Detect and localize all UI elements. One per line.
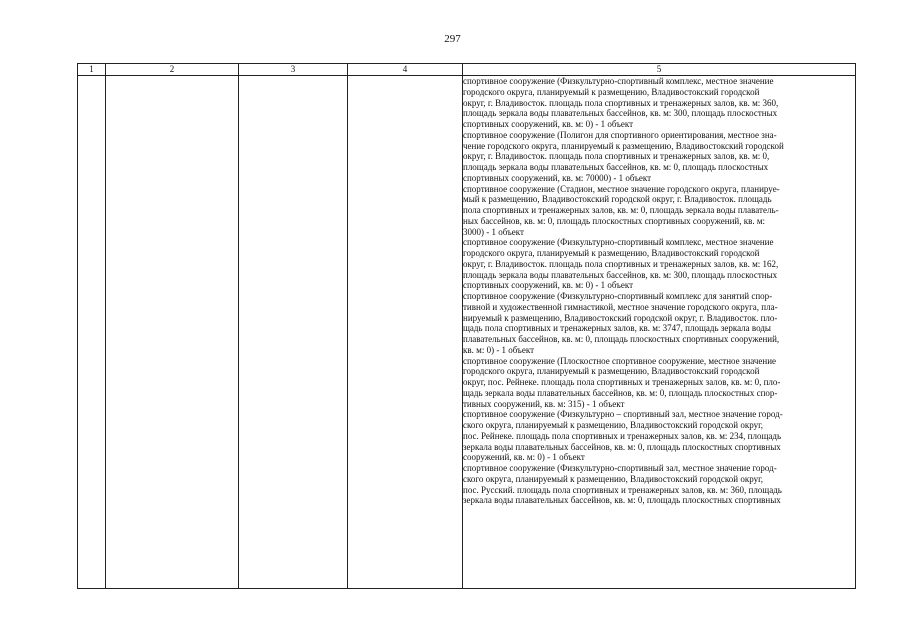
- header-cell-5: 5: [463, 64, 856, 76]
- header-cell-4: 4: [348, 64, 463, 76]
- header-cell-2: 2: [106, 64, 239, 76]
- document-table: [77, 63, 856, 589]
- table-row: [78, 76, 856, 589]
- page-number: 297: [444, 33, 461, 45]
- header-cell-3: 3: [239, 64, 348, 76]
- cell-col-4: [348, 76, 463, 589]
- entry-sports-hall-reineke: спортивное сооружение (Физкультурно – спортивный зал, местное значение город- ского округа, планируемый к размещению, Владивостокский городской округ, пос. Рейнеке. площадь пола спортивных и тренажерных залов, кв. м: 234, площадь зеркала воды плавательных бассейнов, кв. м: 0, площадь плоскостных спортивных сооружений, кв. м: 0) - 1 объект: [463, 409, 783, 463]
- entry-sports-complex-vladivostok-360: спортивное сооружение (Физкультурно-спортивный комплекс, местное значение городского округа, планируемый к размещению, Владивостокский городской округ, г. Владивосток. площадь пола спортивных и тренажерных залов, кв. м: 360, площадь зеркала воды плавательных бассейнов, кв. м: 300, площадь плоскостных спортивных сооружений, кв. м: 0) - 1 объект: [463, 76, 779, 129]
- cell-col-1: [78, 76, 106, 589]
- header-cell-1: 1: [78, 64, 106, 76]
- entry-orienteering-ground: спортивное сооружение (Полигон для спортивного ориентирования, местное зна- чение городского округа, планируемый к размещению, Владивостокский городской округ, г. Владивосток. площадь пола спортивных и тренажерных залов, кв. м: 0, площадь зеркала воды плавательных бассейнов, кв. м: 0, площадь плоскостных спортивных сооружений, кв. м: 70000) - 1 объект: [463, 129, 784, 183]
- cell-col-2: [106, 76, 239, 589]
- entry-stadium: спортивное сооружение (Стадион, местное значение городского округа, планируе- мый к размещению, Владивостокский городской округ, г. Владивосток. площадь пола спортивных и тренажерных залов, кв. м: 0, площадь зеркала воды плаватель- ных бассейнов, кв. м: 0, площадь плоскостных спортивных сооружений, кв. м: 3000) - 1 объект: [463, 183, 780, 237]
- cell-col-3: [239, 76, 348, 589]
- entry-sports-complex-vladivostok-162: спортивное сооружение (Физкультурно-спортивный комплекс, местное значение городского округа, планируемый к размещению, Владивостокский городской округ, г. Владивосток. площадь пола спортивных и тренажерных залов, кв. м: 162, площадь зеркала воды плавательных бассейнов, кв. м: 300, площадь плоскостных спортивных сооружений, кв. м: 0) - 1 объект: [463, 237, 779, 291]
- entry-gymnastics-complex: спортивное сооружение (Физкультурно-спортивный комплекс для занятий спор- тивной и художественной гимнастикой, местное значение городского округа, пла- нируемый к размещению, Владивостокский городской округ, г. Владивосток. пло- щадь пола спортивных и тренажерных залов, кв. м: 3747, площадь зеркала воды плавательных бассейнов, кв. м: 0, площадь плоскостных спортивных сооружений, кв. м: 0) - 1 объект: [463, 291, 780, 355]
- cell-col-5: [463, 76, 856, 589]
- table-header-row: [78, 64, 856, 76]
- entry-sports-hall-russky: спортивное сооружение (Физкультурно-спортивный зал, местное значение город- ского округа, планируемый к размещению, Владивостокский городской округ, пос. Русский. площадь пола спортивных и тренажерных залов, кв. м: 360, площадь зеркала воды плавательных бассейнов, кв. м: 0, площадь плоскостных спортивных: [463, 463, 782, 506]
- entry-flat-sports-facility-reineke: спортивное сооружение (Плоскостное спортивное сооружение, местное значение городского округа, планируемый к размещению, Владивостокский городской округ, пос. Рейнеке. площадь пола спортивных и тренажерных залов, кв. м: 0, пло- щадь зеркала воды плавательных бассейнов, кв. м: 0, площадь плоскостных спор- тивных сооружений, кв. м: 315) - 1 объект: [463, 355, 781, 409]
